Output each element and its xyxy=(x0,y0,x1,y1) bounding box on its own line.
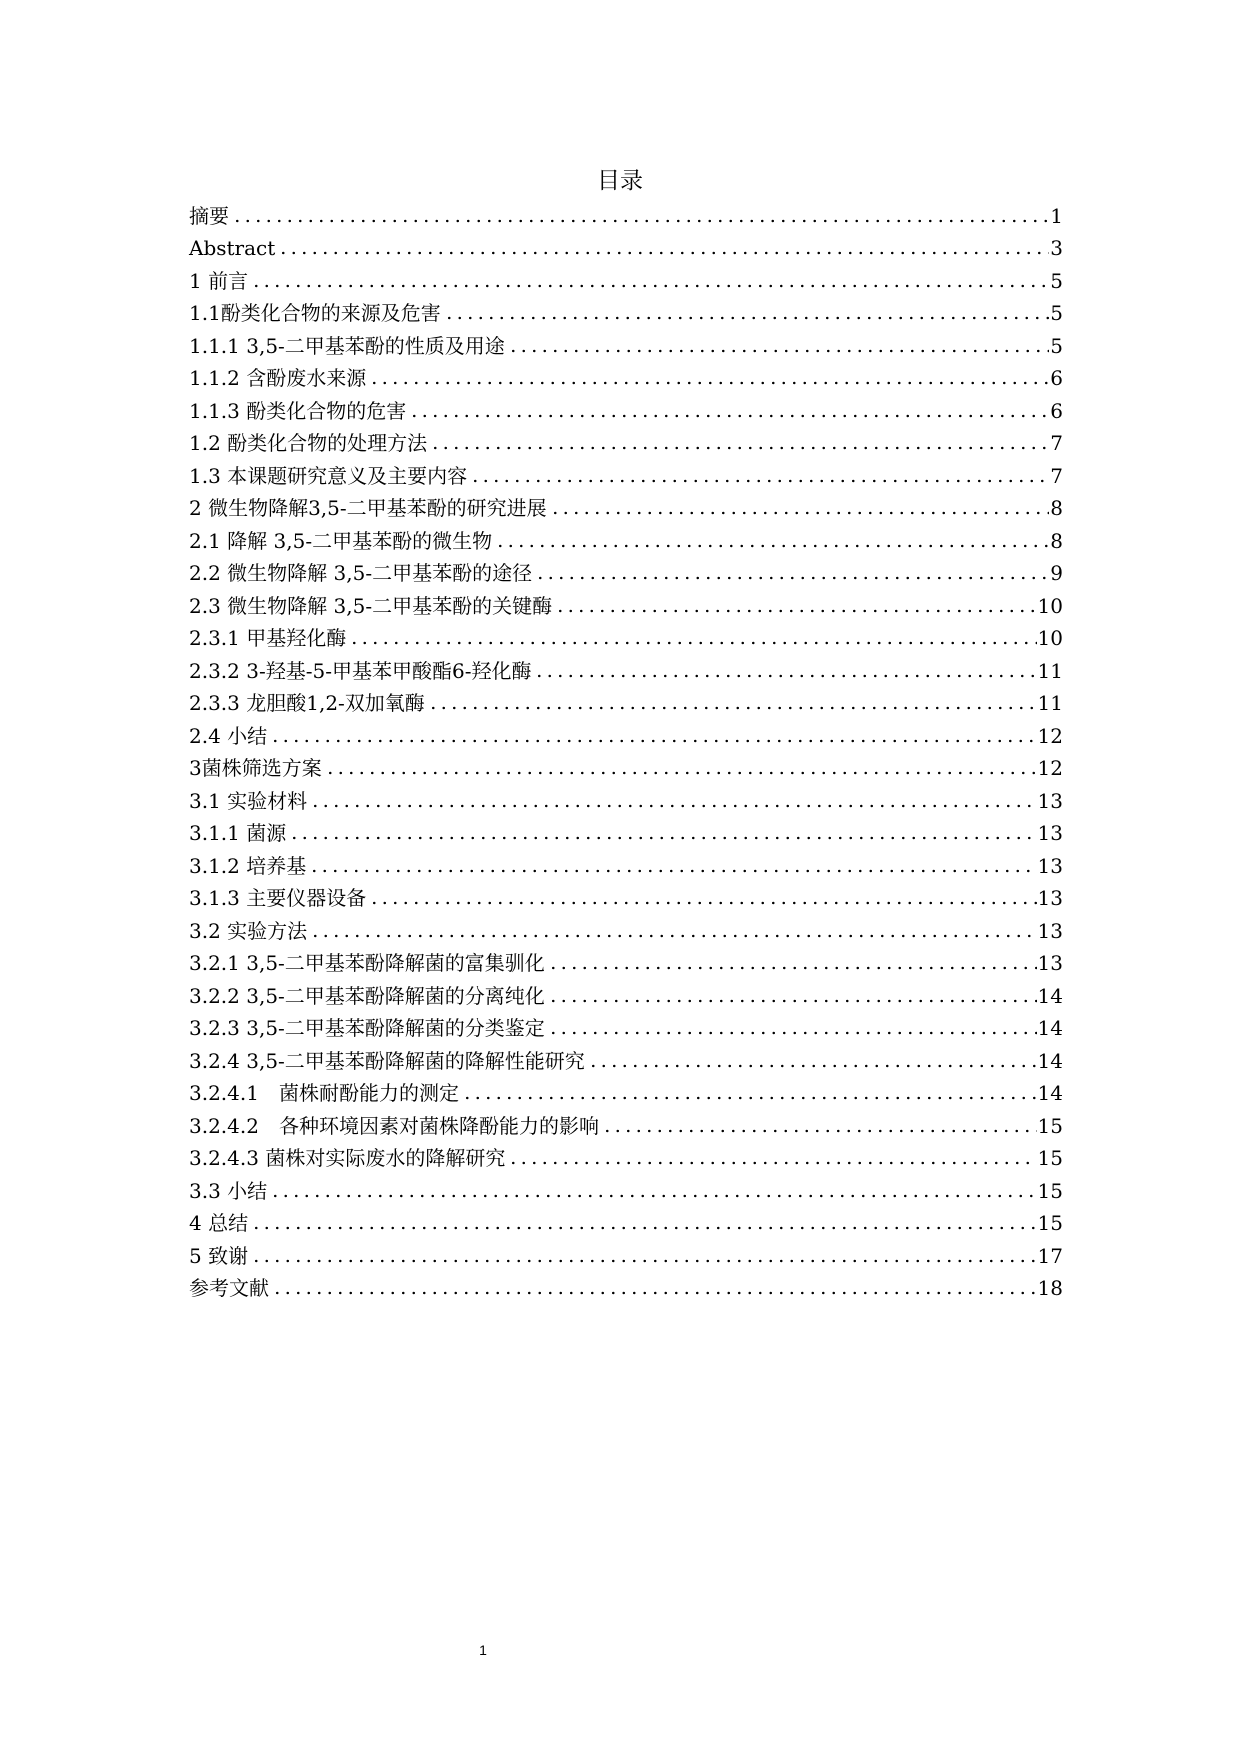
dot-leader xyxy=(555,609,1036,613)
toc-entry[interactable] xyxy=(189,329,1063,362)
toc-entry-label: 3.2.3 3,5-二甲基苯酚降解菌的分类鉴定 xyxy=(189,1016,545,1040)
toc-entry-label: 3.1 实验材料 xyxy=(189,788,308,813)
toc-entry-label: 3.2.4 3,5-二甲基苯酚降解菌的降解性能研究 xyxy=(189,1048,585,1073)
toc-entry-page: 11 xyxy=(1037,691,1063,715)
dot-leader xyxy=(444,316,1049,320)
toc-entry[interactable] xyxy=(189,1012,1063,1045)
dot-leader xyxy=(278,251,1049,255)
toc-entry-label: 3.2 实验方法 xyxy=(189,918,308,943)
toc-entry[interactable] xyxy=(189,1109,1063,1142)
toc-entry-page: 13 xyxy=(1037,788,1063,813)
toc-entry-label: 3.1.1 菌源 xyxy=(189,821,287,845)
toc-entry-label: 参考文献 xyxy=(189,1276,269,1300)
toc-entry-page: 13 xyxy=(1037,821,1063,845)
toc-entry-label: 2 微生物降解3,5-二甲基苯酚的研究进展 xyxy=(189,496,547,520)
toc-entry-page: 9 xyxy=(1050,561,1063,585)
dot-leader xyxy=(534,674,1036,678)
toc-entry[interactable] xyxy=(189,557,1063,590)
dot-leader xyxy=(349,641,1036,645)
toc-entry-page: 13 xyxy=(1037,886,1063,910)
dot-leader xyxy=(602,1129,1037,1133)
dot-leader xyxy=(272,1291,1037,1295)
toc-entry[interactable] xyxy=(189,849,1063,882)
toc-entry-label: 3菌株筛选方案 xyxy=(189,756,322,780)
toc-entry-label: 3.3 小结 xyxy=(189,1178,268,1203)
toc-entry[interactable] xyxy=(189,524,1063,557)
toc-entry[interactable] xyxy=(189,1044,1063,1077)
dot-leader xyxy=(548,966,1037,970)
dot-leader xyxy=(251,1259,1036,1263)
toc-entry[interactable] xyxy=(189,232,1063,265)
dot-leader xyxy=(289,836,1036,840)
toc-entry-page: 14 xyxy=(1037,1048,1063,1073)
toc-entry-label: 2.3.1 甲基羟化酶 xyxy=(189,626,347,650)
dot-leader xyxy=(495,544,1049,548)
toc-entry-page: 8 xyxy=(1050,528,1063,553)
toc-entry-label: 2.3.2 3-羟基-5-甲基苯甲酸酯6-羟化酶 xyxy=(189,658,532,683)
table-of-contents xyxy=(189,199,1063,1304)
toc-entry-label: 2.3.3 龙胆酸1,2-双加氧酶 xyxy=(189,691,425,715)
dot-leader xyxy=(430,446,1049,450)
toc-entry[interactable] xyxy=(189,622,1063,655)
toc-entry-label: 5 致谢 xyxy=(189,1243,249,1268)
toc-entry[interactable] xyxy=(189,654,1063,687)
toc-entry[interactable] xyxy=(189,817,1063,850)
dot-leader xyxy=(369,901,1036,905)
toc-entry-page: 7 xyxy=(1050,431,1063,455)
toc-entry-page: 17 xyxy=(1037,1243,1063,1268)
toc-entry-label: 1.1酚类化合物的来源及危害 xyxy=(189,301,441,325)
toc-entry-page: 15 xyxy=(1037,1211,1063,1235)
toc-entry-label: 2.2 微生物降解 3,5-二甲基苯酚的途径 xyxy=(189,561,533,585)
dot-leader xyxy=(548,999,1037,1003)
toc-entry-label: 2.1 降解 3,5-二甲基苯酚的微生物 xyxy=(189,528,493,553)
toc-entry-label: 2.4 小结 xyxy=(189,723,268,748)
dot-leader xyxy=(508,349,1049,353)
toc-entry-page: 15 xyxy=(1037,1146,1063,1170)
toc-entry[interactable] xyxy=(189,914,1063,947)
toc-entry[interactable] xyxy=(189,459,1063,492)
dot-leader xyxy=(588,1064,1037,1068)
toc-entry[interactable] xyxy=(189,1272,1063,1305)
toc-entry[interactable] xyxy=(189,719,1063,752)
toc-entry-label: 3.2.1 3,5-二甲基苯酚降解菌的富集驯化 xyxy=(189,951,545,975)
toc-entry-label: 4 总结 xyxy=(189,1211,249,1235)
toc-entry-page: 5 xyxy=(1050,268,1063,293)
toc-entry-label: 摘要 xyxy=(189,203,229,228)
toc-entry-page: 13 xyxy=(1037,853,1063,878)
toc-entry-page: 12 xyxy=(1037,756,1063,780)
toc-entry-page: 11 xyxy=(1037,658,1063,683)
dot-leader xyxy=(270,1194,1036,1198)
toc-entry-page: 5 xyxy=(1050,333,1063,358)
toc-entry-label: 2.3 微生物降解 3,5-二甲基苯酚的关键酶 xyxy=(189,593,553,618)
toc-entry-page: 10 xyxy=(1037,626,1063,650)
toc-entry[interactable] xyxy=(189,362,1063,395)
toc-entry[interactable] xyxy=(189,1142,1063,1175)
toc-entry-page: 18 xyxy=(1037,1276,1063,1300)
toc-entry[interactable] xyxy=(189,1174,1063,1207)
dot-leader xyxy=(462,1096,1037,1100)
toc-entry-page: 10 xyxy=(1037,593,1063,618)
toc-entry-label: 1.3 本课题研究意义及主要内容 xyxy=(189,463,468,488)
toc-entry-label: 3.2.4.1 菌株耐酚能力的测定 xyxy=(189,1081,459,1105)
dot-leader xyxy=(535,576,1049,580)
toc-entry-page: 7 xyxy=(1050,463,1063,488)
toc-entry[interactable] xyxy=(189,979,1063,1012)
dot-leader xyxy=(470,479,1049,483)
toc-entry[interactable] xyxy=(189,1239,1063,1272)
dot-leader xyxy=(325,771,1037,775)
toc-entry[interactable] xyxy=(189,947,1063,980)
toc-entry-page: 1 xyxy=(1050,203,1063,228)
dot-leader xyxy=(409,414,1049,418)
dot-leader xyxy=(310,804,1036,808)
toc-entry[interactable] xyxy=(189,492,1063,525)
toc-entry-page: 13 xyxy=(1037,918,1063,943)
toc-entry[interactable] xyxy=(189,427,1063,460)
dot-leader xyxy=(369,381,1049,385)
toc-entry-label: 1 前言 xyxy=(189,268,249,293)
toc-entry-label: 1.2 酚类化合物的处理方法 xyxy=(189,431,428,455)
toc-entry-label: 1.1.1 3,5-二甲基苯酚的性质及用途 xyxy=(189,333,505,358)
dot-leader xyxy=(309,869,1036,873)
toc-title: 目录 xyxy=(597,168,643,194)
toc-entry-label: Abstract xyxy=(189,236,276,260)
dot-leader xyxy=(548,1031,1037,1035)
toc-entry[interactable] xyxy=(189,882,1063,915)
toc-entry[interactable] xyxy=(189,1207,1063,1240)
dot-leader xyxy=(270,739,1036,743)
toc-entry-page: 3 xyxy=(1050,236,1063,260)
toc-entry[interactable] xyxy=(189,199,1063,232)
toc-entry[interactable] xyxy=(189,1077,1063,1110)
toc-entry-label: 3.1.2 培养基 xyxy=(189,853,307,878)
toc-entry-page: 12 xyxy=(1037,723,1063,748)
dot-leader xyxy=(232,219,1049,223)
toc-entry[interactable] xyxy=(189,784,1063,817)
toc-entry-page: 15 xyxy=(1037,1178,1063,1203)
toc-entry-page: 8 xyxy=(1050,496,1063,520)
toc-entry-label: 1.1.2 含酚废水来源 xyxy=(189,366,367,390)
toc-entry-label: 1.1.3 酚类化合物的危害 xyxy=(189,398,407,423)
dot-leader xyxy=(428,706,1037,710)
toc-entry-label: 3.2.4.2 各种环境因素对菌株降酚能力的影响 xyxy=(189,1113,599,1138)
toc-entry-page: 14 xyxy=(1037,1016,1063,1040)
toc-entry-label: 3.2.4.3 菌株对实际废水的降解研究 xyxy=(189,1146,506,1170)
toc-entry-label: 3.1.3 主要仪器设备 xyxy=(189,886,367,910)
toc-entry-page: 14 xyxy=(1037,983,1063,1008)
page-number: 1 xyxy=(479,1642,487,1658)
toc-entry-page: 5 xyxy=(1050,301,1063,325)
toc-entry-page: 6 xyxy=(1050,366,1063,390)
dot-leader xyxy=(508,1161,1036,1165)
toc-entry-page: 14 xyxy=(1037,1081,1063,1105)
toc-entry[interactable] xyxy=(189,264,1063,297)
dot-leader xyxy=(310,934,1036,938)
toc-entry[interactable] xyxy=(189,589,1063,622)
toc-entry-page: 6 xyxy=(1050,398,1063,423)
toc-entry-page: 15 xyxy=(1037,1113,1063,1138)
dot-leader xyxy=(550,511,1050,515)
toc-entry-page: 13 xyxy=(1037,951,1063,975)
toc-entry[interactable] xyxy=(189,687,1063,720)
toc-entry-label: 3.2.2 3,5-二甲基苯酚降解菌的分离纯化 xyxy=(189,983,545,1008)
dot-leader xyxy=(251,284,1049,288)
toc-entry[interactable] xyxy=(189,297,1063,330)
dot-leader xyxy=(251,1226,1036,1230)
toc-entry[interactable] xyxy=(189,394,1063,427)
toc-entry[interactable] xyxy=(189,752,1063,785)
